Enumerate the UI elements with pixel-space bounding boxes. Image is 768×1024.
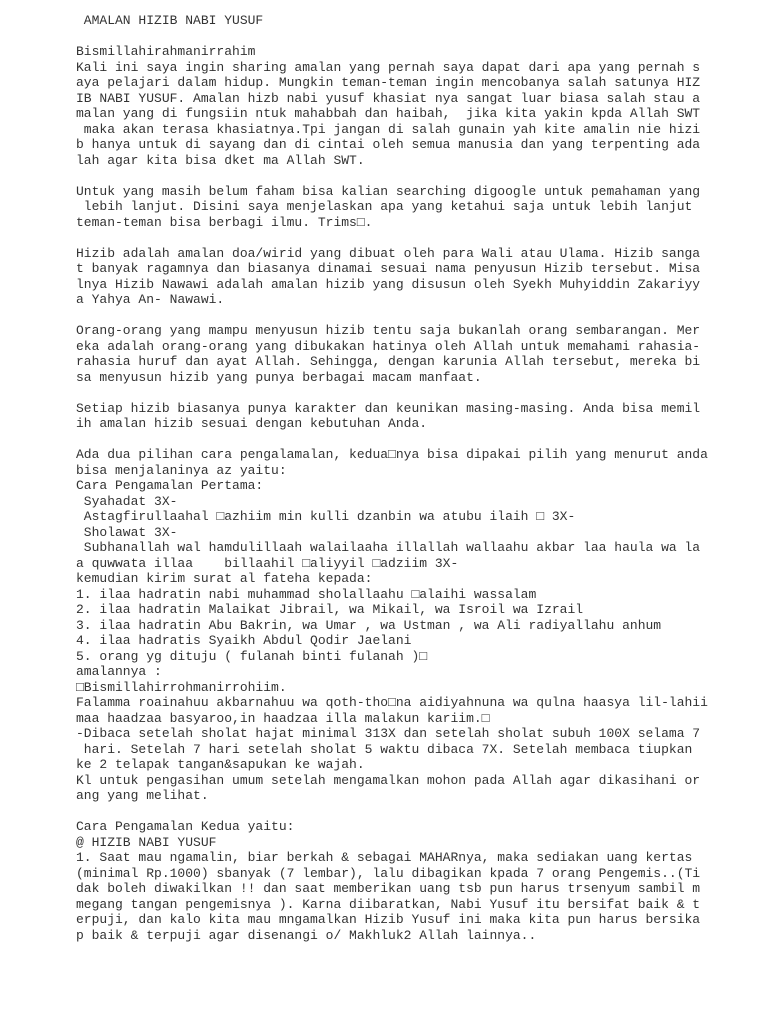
paragraph-hizib-definition: Hizib adalah amalan doa/wirid yang dibuat oleh para Wali atau Ulama. Hizib sanga t banyak ragamnya dan biasanya dinamai sesuai nama penyusun Hizib tersebut. Misa lnya Hizib Nawawi adalah amalan hizib yang disusun oleh Syekh Muhyiddin Zakariyy a Yahya An- Nawawi.: [76, 245, 701, 307]
paragraph-google-note: Untuk yang masih belum faham bisa kalian searching digoogle untuk pemahaman yang lebih lanjut. Disini saya menjelaskan apa yang ketahui saja untuk lebih lanjut teman-teman bisa berbagi ilmu. Trims□.: [76, 183, 701, 230]
paragraph-hizib-character: Setiap hizib biasanya punya karakter dan keunikan masing-masing. Anda bisa memil ih amalan hizib sesuai dengan kebutuhan Anda.: [76, 400, 701, 431]
paragraph-intro: Bismillahirahmanirrahim Kali ini saya ingin sharing amalan yang pernah saya dapat dari apa yang pernah s aya pelajari dalam hidup. Mungkin teman-teman ingin mencobanya salah satunya HIZ IB NABI YUSUF. Amalan hizb nabi yusuf khasiat nya sangat luar biasa salah stau a malan yang di fungsiin ntuk mahabbah dan haibah, jika kita yakin kpda Allah SWT maka akan terasa khasiatnya.Tpi jangan di salah gunain yah kite amalin nie hizi b hanya untuk di sayang dan di cintai oleh semua manusia dan yang terpenting ada lah agar kita bisa dket ma Allah SWT.: [76, 44, 701, 168]
document-title: AMALAN HIZIB NABI YUSUF: [76, 13, 264, 28]
document-page: [76, 13, 756, 959]
paragraph-hizib-authors: Orang-orang yang mampu menyusun hizib tentu saja bukanlah orang sembarangan. Mer eka adalah orang-orang yang dibukakan hatinya oleh Allah untuk memahami rahasia- rahasia huruf dan ayat Allah. Sehingga, dengan karunia Allah tersebut, mereka bi sa menyusun hizib yang punya berbagai macam manfaat.: [76, 323, 701, 385]
paragraph-second-method: Cara Pengamalan Kedua yaitu: @ HIZIB NABI YUSUF 1. Saat mau ngamalin, biar berkah & sebagai MAHARnya, maka sediakan uang kertas (minimal Rp.1000) sbanyak (7 lembar), lalu dibagikan kpada 7 orang Pengemis..(Ti dak boleh diwakilkan !! dan saat memberikan uang tsb pun harus trsenyum sambil m megang tangan pengemisnya ). Karna diibaratkan, Nabi Yusuf itu bersifat baik & t erpuji, dan kalo kita mau mngamalkan Hizib Yusuf ini maka kita pun harus bersika p baik & terpuji agar disenangi o/ Makhluk2 Allah lainnya..: [76, 819, 701, 943]
paragraph-first-method: Ada dua pilihan cara pengalamalan, kedua□nya bisa dipakai pilih yang menurut anda bisa menjalaninya az yaitu: Cara Pengamalan Pertama: Syahadat 3X- Astagfirullaahal □azhiim min kulli dzanbin wa atubu ilaih □ 3X- Sholawat 3X- Subhanallah wal hamdulillaah walailaaha illallah wallaahu akbar laa haula wa la a quwwata illaa billaahil □aliyyil □adziim 3X- kemudian kirim surat al fateha kepada: 1. ilaa hadratin nabi muhammad sholallaahu □alaihi wassalam 2. ilaa hadratin Malaikat Jibrail, wa Mikail, wa Isroil wa Izrail 3. ilaa hadratin Abu Bakrin, wa Umar , wa Ustman , wa Ali radiyallahu anhum 4. ilaa hadratis Syaikh Abdul Qodir Jaelani 5. orang yg dituju ( fulanah binti fulanah )□ amalannya : □Bismillahirrohmanirrohiim. Falamma roainahuu akbarnahuu wa qoth-tho□na aidiyahnuna wa qulna haasya lil-lahii maa haadzaa basyaroo,in haadzaa illa malakun kariim.□ -Dibaca setelah sholat hajat minimal 313X dan setelah sholat subuh 100X selama 7 hari. Setelah 7 hari setelah sholat 5 waktu dibaca 7X. Setelah membaca tiupkan ke 2 telapak tangan&sapukan ke wajah. Kl untuk pengasihan umum setelah mengamalkan mohon pada Allah agar dikasihani or ang yang melihat.: [76, 447, 708, 803]
